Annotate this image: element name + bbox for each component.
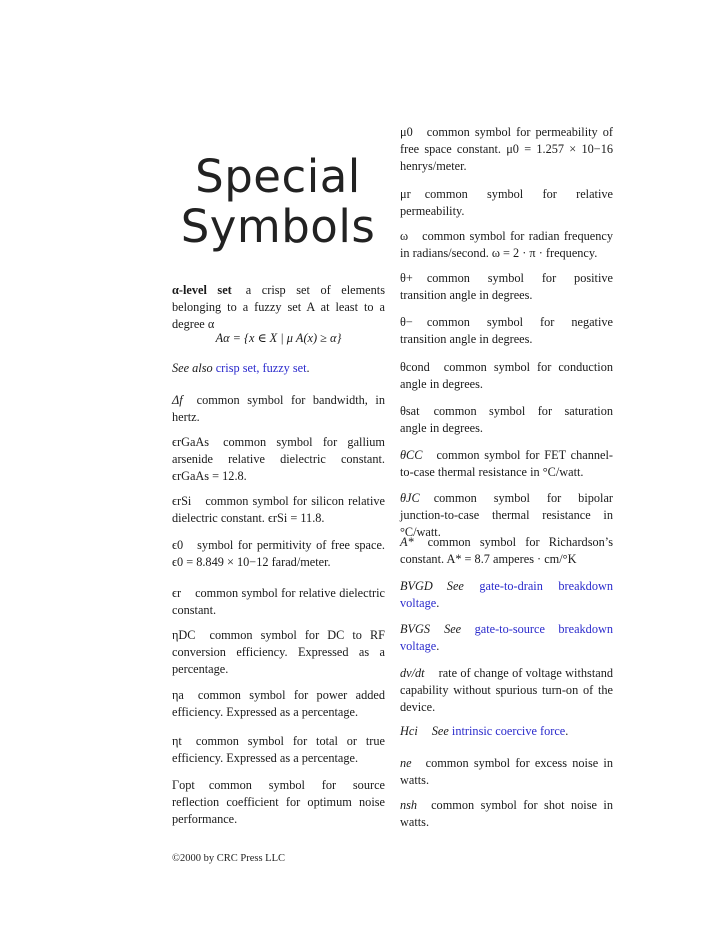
entry-definition: common symbol for FET channel-to-case thermal resistance in °C/watt. (400, 448, 613, 479)
entry-term: ϵrGaAs (172, 435, 210, 449)
entry-term: μr (400, 187, 411, 201)
entry-term: ηt (172, 734, 182, 748)
entry-term: ϵrSi (172, 494, 192, 508)
entry-term: BVGS (400, 622, 431, 636)
entry-definition: common symbol for radian frequency in radians/second. ω = 2 · π · frequency. (400, 229, 613, 260)
entry-term: θsat (400, 404, 420, 418)
entry-definition: common symbol for bandwidth, in hertz. (172, 393, 385, 424)
entry-term: dv/dt (400, 666, 425, 680)
entry-definition: common symbol for negative transition angle in degrees. (400, 315, 613, 346)
see-also-note: See also crisp set, fuzzy set. (172, 361, 310, 375)
entry-definition: common symbol for Richardson’s constant. A* = 8.7 amperes · cm/°K (400, 535, 613, 566)
entry-definition: a crisp set of elements belonging to a fuzzy set A at least to a degree α (172, 283, 385, 331)
entry-term: nsh (400, 798, 418, 812)
entry-definition: common symbol for conduction angle in degrees. (400, 360, 613, 391)
page-title (172, 152, 384, 252)
link-gate-to-drain-breakdown-voltage[interactable]: gate-to-drain breakdown voltage (400, 579, 613, 610)
entry-term: ϵ0 (172, 538, 184, 552)
entry-term: θCC (400, 448, 423, 462)
entry-definition: common symbol for bipolar junction-to-case thermal resistance in °C/watt. (400, 491, 613, 539)
entry-mu-r (400, 186, 613, 220)
entry-term: ϵr (172, 586, 182, 600)
entry-term: θJC (400, 491, 420, 505)
entry-definition: rate of change of voltage withstand capability without spurious turn-on of the device. (400, 666, 613, 714)
see-also-label: See also (172, 361, 213, 375)
entry-delta-f (172, 392, 385, 426)
entry-definition: common symbol for gallium arsenide relative dielectric constant. ϵrGaAs = 12.8. (172, 435, 385, 483)
entry-term: BVGD (400, 579, 433, 593)
entry-definition: common symbol for relative permeability. (400, 187, 613, 218)
entry-term: θ− (400, 315, 413, 329)
entry-bv-gs: BVGS See gate-to-source breakdown voltage. (400, 622, 613, 653)
entry-bv-gd: BVGD See gate-to-drain breakdown voltage. (400, 579, 613, 610)
see-also-links[interactable]: crisp set, fuzzy set (215, 361, 307, 375)
entry-definition: symbol for permitivity of free space. ϵ0 = 8.849 × 10−12 farad/meter. (172, 538, 385, 569)
entry-term: Γopt (172, 778, 195, 792)
entry-h-ci: Hci See intrinsic coercive force. (400, 724, 569, 738)
entry-omega (400, 228, 613, 262)
entry-term: θcond (400, 360, 430, 374)
entry-eta-a (172, 687, 385, 721)
entry-term: A* (400, 535, 414, 549)
entry-a-star (400, 534, 613, 568)
entry-epsilon-r (172, 585, 385, 619)
entry-alpha-level-set (172, 282, 385, 333)
link-intrinsic-coercive-force[interactable]: intrinsic coercive force (451, 724, 566, 738)
entry-definition: common symbol for shot noise in watts. (400, 798, 613, 829)
entry-definition: common symbol for positive transition angle in degrees. (400, 271, 613, 302)
entry-gamma-opt (172, 777, 385, 828)
entry-mu-0 (400, 124, 613, 175)
entry-theta-sat (400, 403, 613, 437)
entry-definition: common symbol for silicon relative dielectric constant. ϵrSi = 11.8. (172, 494, 385, 525)
entry-theta-cond (400, 359, 613, 393)
entry-term: α-level set (172, 283, 232, 297)
alpha-level-set-formula: Aα = {x ∈ X | μ A(x) ≥ α} (215, 331, 342, 345)
entry-definition: common symbol for power added efficiency. Expressed as a percentage. (172, 688, 385, 719)
title-line-1: Special (195, 150, 361, 203)
entry-term: ηa (172, 688, 184, 702)
link-gate-to-source-breakdown-voltage[interactable]: gate-to-source breakdown voltage (400, 622, 613, 653)
entry-term: Δf (172, 393, 183, 407)
entry-definition: common symbol for excess noise in watts. (400, 756, 613, 787)
copyright-footer: ©2000 by CRC Press LLC (172, 853, 285, 864)
entry-theta-plus (400, 270, 613, 304)
entry-n-e (400, 755, 613, 789)
entry-definition: common symbol for relative dielectric constant. (172, 586, 385, 617)
entry-term: ηDC (172, 628, 196, 642)
entry-epsilon-rsi (172, 493, 385, 527)
entry-theta-cc (400, 447, 613, 481)
entry-definition: common symbol for saturation angle in degrees. (400, 404, 613, 435)
entry-term: Hci (400, 724, 418, 738)
entry-eta-dc (172, 627, 385, 678)
entry-epsilon-0 (172, 537, 385, 571)
entry-theta-minus (400, 314, 613, 348)
entry-definition: common symbol for total or true efficiency. Expressed as a percentage. (172, 734, 385, 765)
entry-eta-t (172, 733, 385, 767)
entry-term: μ0 (400, 125, 413, 139)
title-line-2: Symbols (180, 200, 376, 253)
entry-dv-dt (400, 665, 613, 716)
entry-definition: common symbol for permeability of free space constant. μ0 = 1.257 × 10−16 henrys/meter. (400, 125, 613, 173)
entry-definition: common symbol for source reflection coefficient for optimum noise performance. (172, 778, 385, 826)
entry-term: ω (400, 229, 409, 243)
entry-epsilon-rgaas (172, 434, 385, 485)
entry-n-sh (400, 797, 613, 831)
entry-term: θ+ (400, 271, 413, 285)
entry-term: ne (400, 756, 412, 770)
entry-definition: common symbol for DC to RF conversion efficiency. Expressed as a percentage. (172, 628, 385, 676)
